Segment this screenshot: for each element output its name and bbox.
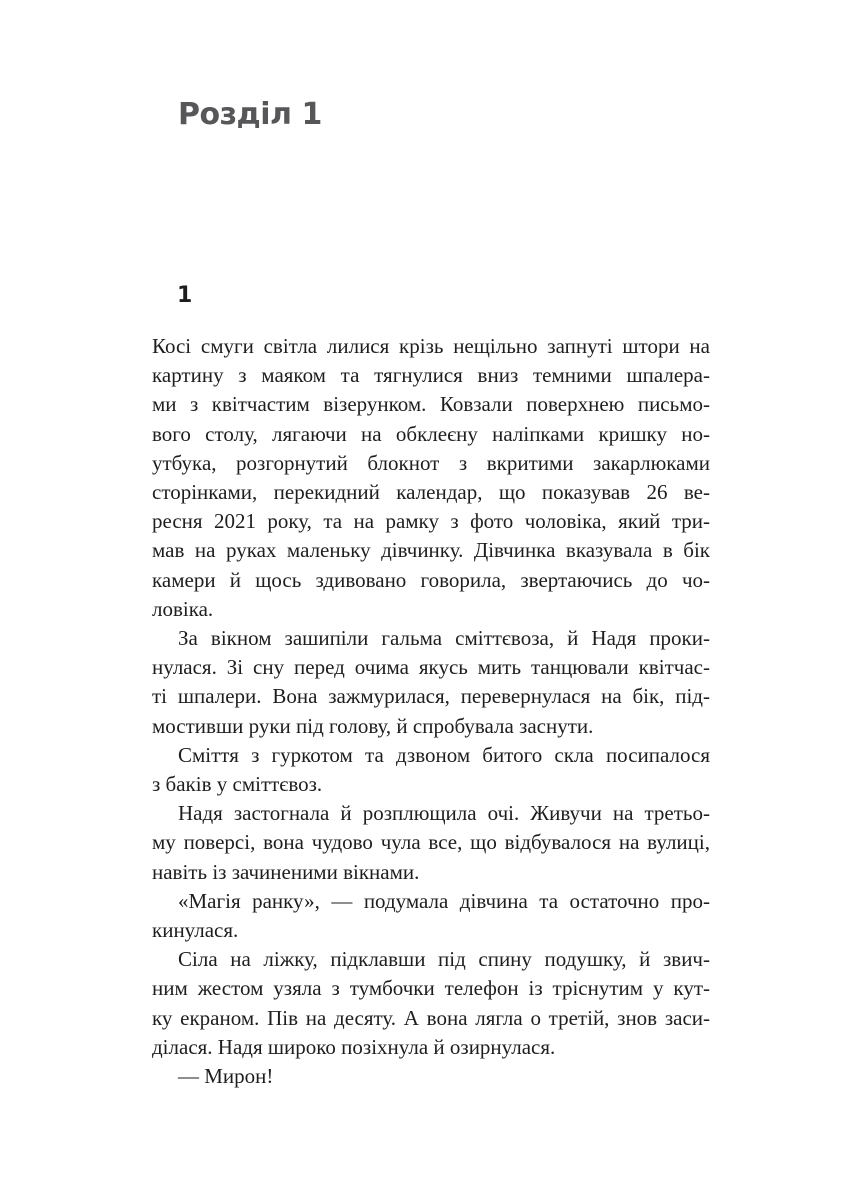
text-line: ловіка.	[152, 596, 214, 621]
text-line: з баків у сміттєвоз.	[152, 772, 323, 797]
paragraph	[152, 624, 710, 741]
body-text	[152, 332, 710, 1091]
text-line: «Магія ранку», — подумала дівчина та остаточно про-	[178, 888, 710, 913]
text-line: ресня 2021 року, та на рамку з фото чоловіка, який три-	[152, 509, 710, 534]
section-number: 1	[177, 283, 193, 308]
text-line: вого столу, лягаючи на обклеєну наліпками кришку но-	[152, 421, 710, 446]
text-line: утбука, розгорнутий блокнот з вкритими закарлюками	[152, 450, 710, 475]
text-line: — Мирон!	[178, 1064, 274, 1089]
text-line: ним жестом узяла з тумбочки телефон із тріснутим у кут-	[152, 976, 710, 1001]
text-line: Сміття з гуркотом та дзвоном битого скла посипалося	[178, 742, 710, 767]
paragraph	[152, 945, 710, 1062]
text-line: мостивши руки під голову, й спробувала заснути.	[152, 713, 594, 738]
text-line: му поверсі, вона чудово чула все, що відбувалося на вулиці,	[152, 830, 710, 855]
paragraph	[152, 1062, 710, 1091]
text-line: За вікном зашипіли гальма сміттєвоза, й Надя проки-	[178, 626, 710, 651]
text-line: Косі смуги світла лилися крізь нещільно запнуті штори на	[152, 334, 710, 358]
text-line: нулася. Зі сну перед очима якусь мить танцювали квітчас-	[152, 655, 710, 680]
text-line: ку екраном. Пів на десяту. А вона лягла о третій, знов заси-	[152, 1005, 710, 1030]
paragraph	[152, 332, 710, 624]
text-line: ділася. Надя широко позіхнула й озирнулася.	[152, 1034, 556, 1059]
paragraph	[152, 799, 710, 887]
text-line: мав на руках маленьку дівчинку. Дівчинка вказувала в бік	[152, 538, 710, 563]
text-line: сторінками, перекидний календар, що показував 26 ве-	[152, 480, 710, 505]
text-line: кинулася.	[152, 918, 239, 943]
chapter-title: Розділ 1	[178, 97, 322, 132]
text-line: навіть із зачиненими вікнами.	[152, 859, 420, 884]
text-line: камери й щось здивовано говорила, звертаючись до чо-	[152, 567, 710, 592]
paragraph	[152, 741, 710, 799]
text-line: ми з квітчастим візерунком. Ковзали поверхнею письмо-	[152, 392, 710, 417]
text-line: Сіла на ліжку, підклавши під спину подушку, й звич-	[178, 947, 710, 972]
text-line: картину з маяком та тягнулися вниз темними шпалера-	[152, 363, 710, 388]
paragraph	[152, 887, 710, 945]
text-line: ті шпалери. Вона зажмурилася, перевернулася на бік, під-	[152, 684, 710, 709]
text-line: Надя застогнала й розплющила очі. Живучи на третьо-	[178, 801, 710, 826]
